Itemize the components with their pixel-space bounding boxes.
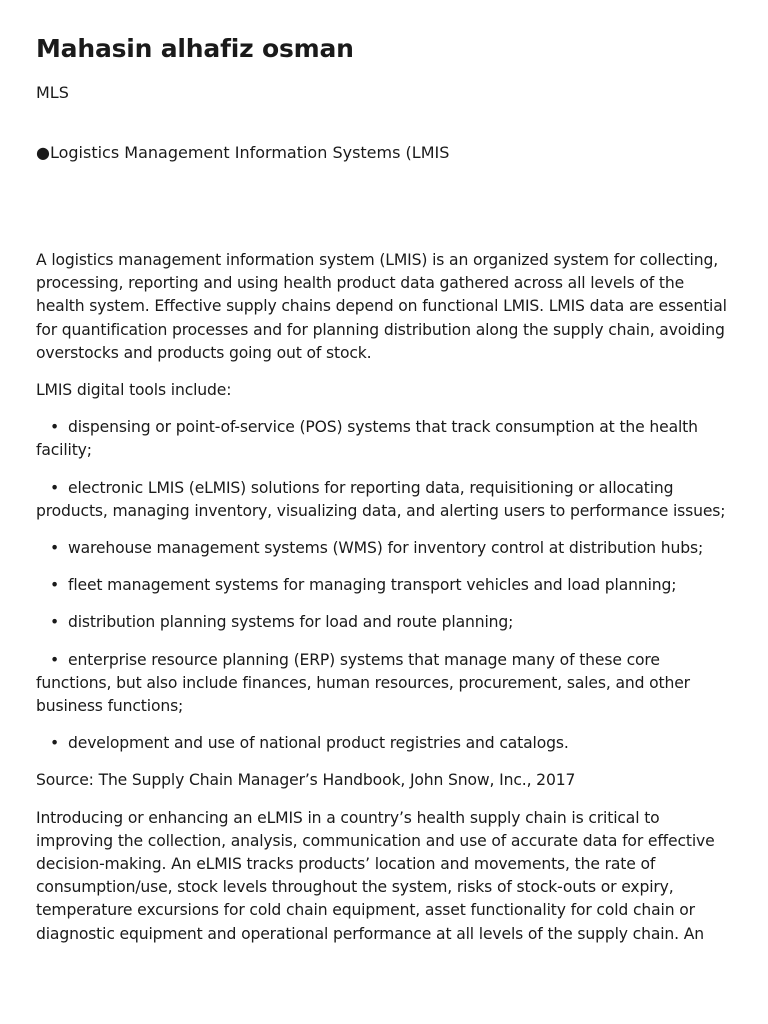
source-citation: Source: The Supply Chain Manager’s Handbook, John Snow, Inc., 2017 bbox=[36, 771, 576, 790]
list-item-text: electronic LMIS (eLMIS) solutions for reporting data, requisitioning or allocating products, managing inventory, visualizing data, and alerting users to performance issues; bbox=[36, 478, 726, 520]
closing-paragraph: Introducing or enhancing an eLMIS in a country’s health supply chain is critical to improving the collection, analysis, communication and use of accurate data for effective decision-making. An eLMIS tracks products’ location and movements, the rate of consumption/use, stock levels throughout the system, risks of stock-outs or expiry, temperature excursions for cold chain equipment, asset functionality for cold chain or diagnostic equipment and operational performance at all levels of the supply chain. An bbox=[36, 808, 715, 943]
list-item-text: enterprise resource planning (ERP) systems that manage many of these core functions, but also include finances, human resources, procurement, sales, and other business functions; bbox=[36, 650, 690, 716]
bullet-icon: • bbox=[50, 478, 60, 497]
section-heading: ●Logistics Management Information Systems (LMIS bbox=[36, 143, 450, 162]
bullet-icon: • bbox=[50, 418, 60, 437]
bullet-icon: • bbox=[50, 613, 60, 632]
list-item-text: development and use of national product registries and catalogs. bbox=[68, 734, 569, 753]
bullet-icon: • bbox=[50, 734, 60, 753]
document-title: Mahasin alhafiz osman bbox=[36, 34, 354, 63]
tools-intro: LMIS digital tools include: bbox=[36, 381, 232, 400]
list-item-text: dispensing or point-of-service (POS) systems that track consumption at the health facility; bbox=[36, 418, 698, 460]
list-item bbox=[36, 732, 736, 755]
list-item bbox=[36, 477, 736, 523]
list-item bbox=[36, 537, 736, 560]
bullet-icon: • bbox=[50, 650, 60, 669]
list-item-text: distribution planning systems for load and route planning; bbox=[68, 613, 514, 632]
list-item bbox=[36, 416, 736, 462]
list-item bbox=[36, 574, 736, 597]
bullet-icon: • bbox=[50, 576, 60, 595]
list-item-text: fleet management systems for managing transport vehicles and load planning; bbox=[68, 576, 677, 595]
list-item bbox=[36, 649, 736, 719]
intro-paragraph: A logistics management information system (LMIS) is an organized system for collecting, processing, reporting and using health product data gathered across all levels of the health system. Effective supply chains depend on functional LMIS. LMIS data are essential for quantification processes and for planning distribution along the supply chain, avoiding overstocks and products going out of stock. bbox=[36, 251, 727, 362]
document-page bbox=[36, 32, 736, 946]
bullet-icon: • bbox=[50, 539, 60, 558]
document-subtitle: MLS bbox=[36, 83, 69, 102]
list-item-text: warehouse management systems (WMS) for inventory control at distribution hubs; bbox=[68, 539, 704, 558]
list-item bbox=[36, 611, 736, 634]
